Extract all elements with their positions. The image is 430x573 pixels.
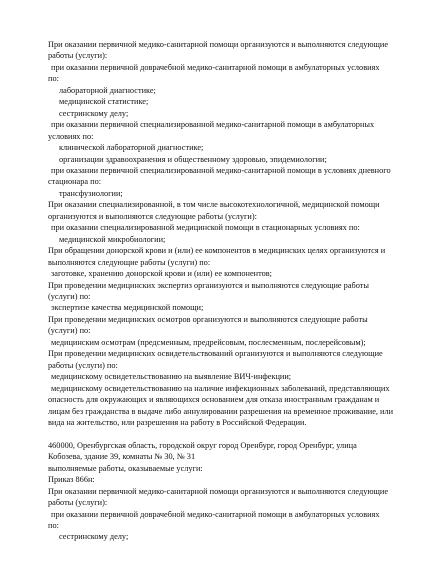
text-line: сестринскому делу; [59, 532, 129, 542]
text-line: организации здравоохранения и общественному здоровью, эпидемиологии; [59, 154, 327, 164]
text-line: работы (услуги): [48, 498, 108, 508]
text-line: При проведении медицинских экспертиз организуются и выполняются следующие работы [48, 280, 369, 290]
text-line: (услуги) по: [48, 326, 91, 336]
text-line: При обращении донорской крови и (или) ее компонентов в медицинских целях организуются и [48, 246, 386, 256]
text-line: Кобозева, здание 39, комнаты № 30, № 31 [48, 452, 196, 462]
text-line: клинической лабораторной диагностике; [59, 143, 204, 153]
text-line: заготовке, хранению донорской крови и (или) ее компонентов; [51, 269, 272, 279]
text-line: экспертизе качества медицинской помощи; [51, 303, 204, 313]
text-line: при оказании первичной специализированной медико-санитарной помощи в условиях дневного [51, 165, 391, 175]
text-line: 460000, Оренбургская область, городской округ город Оренбург, город Оренбург, улица [48, 440, 357, 450]
text-line: лицам без гражданства в выдаче либо аннулировании разрешения на временное проживание, или [48, 406, 394, 416]
text-line: медицинскому освидетельствованию на выявление ВИЧ-инфекции; [51, 372, 292, 382]
text-line: При оказании специализированной, в том числе высокотехнологичной, медицинской помощи [48, 200, 380, 210]
text-line: при оказании первичной доврачебной медико-санитарной помощи в амбулаторных условиях [51, 62, 380, 72]
text-line: по: [48, 74, 59, 84]
text-line: При оказании первичной медико-санитарной помощи организуются и выполняются следующие [48, 486, 389, 496]
text-line: При проведении медицинских осмотров организуются и выполняются следующие работы [48, 314, 368, 324]
text-line: медицинской микробиологии; [59, 234, 166, 244]
text-line: (услуги) по: [48, 291, 91, 301]
text-line: лабораторной диагностике; [59, 85, 156, 95]
blank-line [48, 428, 394, 439]
text-line: вида на жительство, или разрешения на работу в Российской Федерации. [48, 417, 307, 427]
text-line: При проведении медицинских освидетельствований организуются и выполняются следующие [48, 349, 383, 359]
text-line: работы (услуги): [48, 51, 108, 61]
text-line: медицинской статистике; [59, 97, 149, 107]
text-line: выполняемые работы, оказываемые услуги: [48, 463, 203, 473]
text-line: трансфузиологии; [59, 188, 123, 198]
text-line: медицинскому освидетельствованию на наличие инфекционных заболеваний, представляющих [51, 383, 390, 393]
text-line: опасность для окружающих и являющихся основанием для отказа иностранным гражданам и [48, 395, 380, 405]
text-line: при оказании первичной специализированной медико-санитарной помощи в амбулаторных [51, 120, 375, 130]
document-text-body [48, 39, 394, 543]
text-line: медицинским осмотрам (предсменным, предрейсовым, послесменным, послерейсовым); [51, 337, 366, 347]
text-line: сестринскому делу; [59, 108, 129, 118]
text-line: при оказании специализированной медицинской помощи в стационарных условиях по: [51, 223, 360, 233]
text-line: Приказ 866н: [48, 475, 95, 485]
text-line: При оказании первичной медико-санитарной помощи организуются и выполняются следующие [48, 40, 389, 49]
text-line: по: [48, 521, 59, 531]
text-line: выполняются следующие работы (услуги) по: [48, 257, 211, 267]
text-line: условиях по: [48, 131, 94, 141]
text-line: при оказании первичной доврачебной медико-санитарной помощи в амбулаторных условиях [51, 509, 380, 519]
text-line: организуются и выполняются следующие работы (услуги): [48, 211, 257, 221]
text-line: стационара по: [48, 177, 102, 187]
text-line: работы (услуги) по: [48, 360, 118, 370]
